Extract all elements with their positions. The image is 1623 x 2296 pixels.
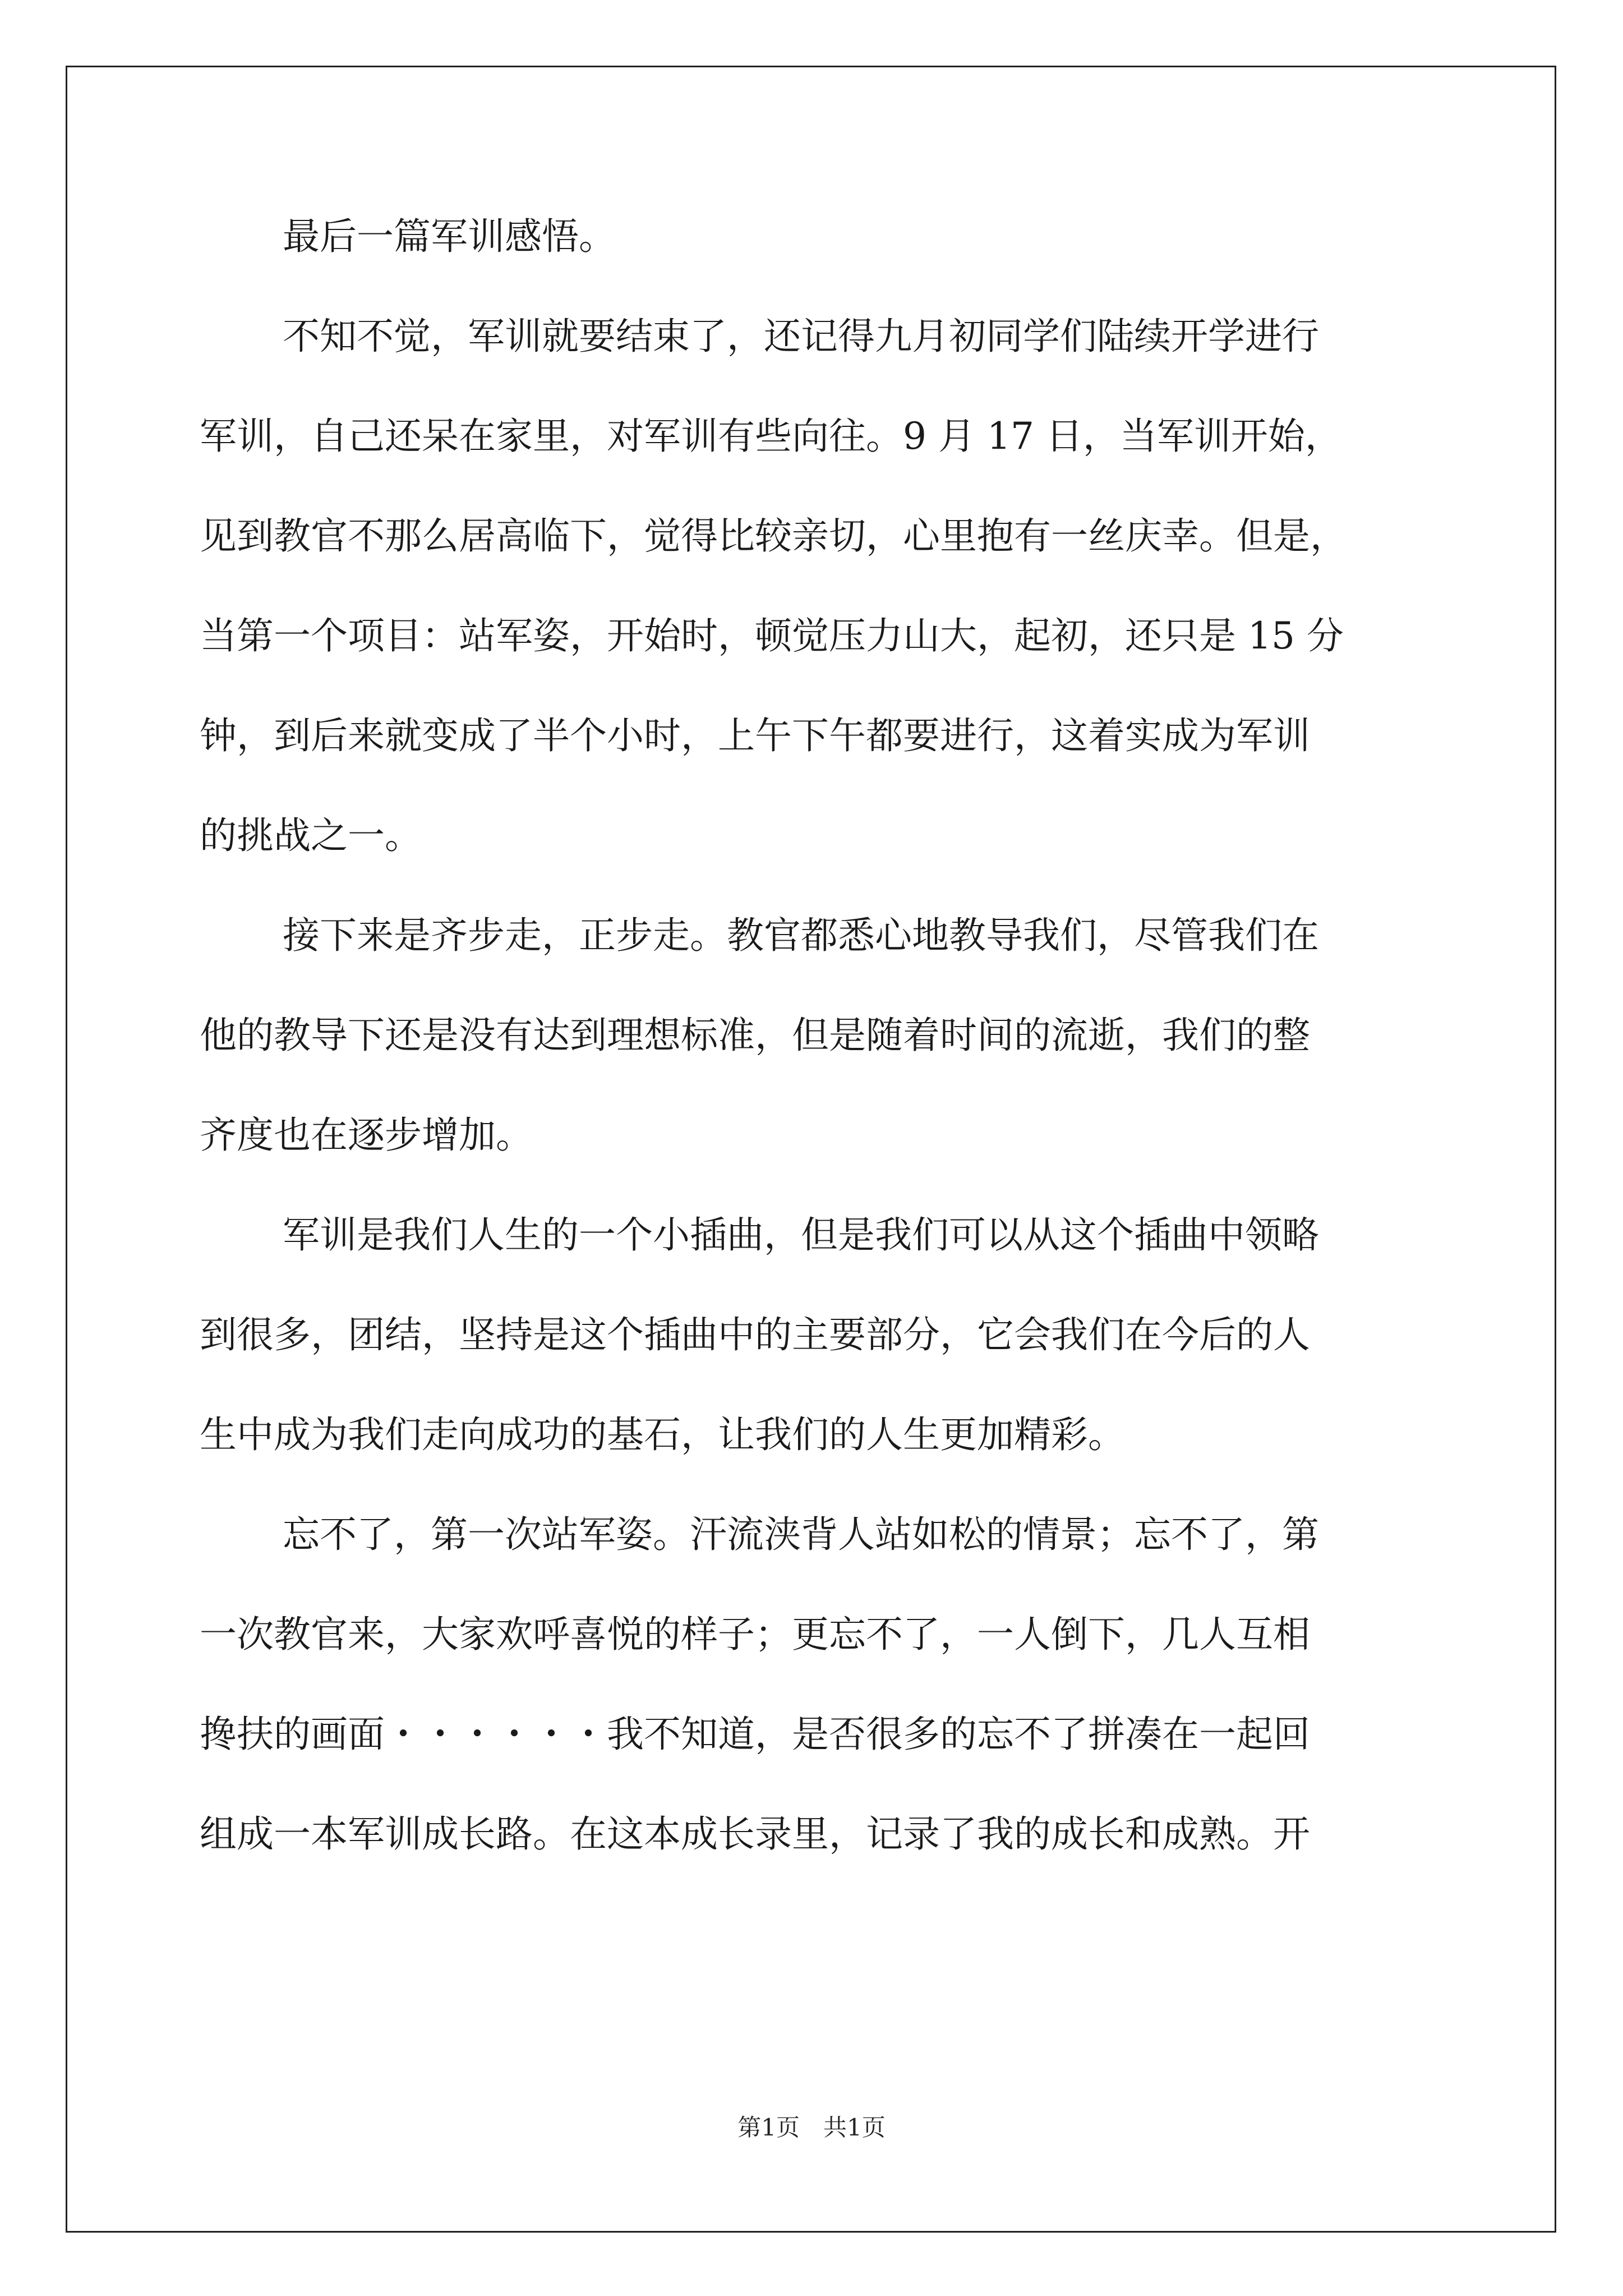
paragraph-2-line-4: 当第一个项目：站军姿，开始时，顿觉压力山大，起初，还只是 15 分 — [200, 614, 1344, 657]
paragraph-2-line-2: 军训，自己还呆在家里，对军训有些向往。9 月 17 日，当军训开始， — [200, 415, 1342, 458]
paragraph-5-line-4: 组成一本军训成长路。在这本成长录里，记录了我的成长和成熟。开 — [200, 1812, 1310, 1856]
page-number: 第1页 共1页 — [737, 2114, 886, 2141]
paragraph-3-line-3: 齐度也在逐步增加。 — [200, 1114, 533, 1157]
paragraph-2-line-6: 的挑战之一。 — [200, 814, 422, 857]
paragraph-2-line-5: 钟，到后来就变成了半个小时，上午下午都要进行，这着实成为军训 — [200, 714, 1310, 757]
paragraph-5-line-2: 一次教官来，大家欢呼喜悦的样子；更忘不了，一人倒下，几人互相 — [200, 1613, 1310, 1656]
paragraph-4-line-2: 到很多，团结，坚持是这个插曲中的主要部分，它会我们在今后的人 — [200, 1313, 1310, 1356]
paragraph-2-line-3: 见到教官不那么居高临下，觉得比较亲切，心里抱有一丝庆幸。但是， — [200, 514, 1347, 558]
paragraph-4-line-3: 生中成为我们走向成功的基石，让我们的人生更加精彩。 — [200, 1413, 1125, 1456]
paragraph-3-line-1: 接下来是齐步走，正步走。教官都悉心地教导我们，尽管我们在 — [283, 914, 1319, 957]
paragraph-5-line-3: 搀扶的画面・・・・・・我不知道，是否很多的忘不了拼凑在一起回 — [200, 1713, 1310, 1756]
paragraph-2-line-1: 不知不觉，军训就要结束了，还记得九月初同学们陆续开学进行 — [283, 315, 1319, 358]
paragraph-3-line-2: 他的教导下还是没有达到理想标准，但是随着时间的流逝，我们的整 — [200, 1014, 1310, 1057]
paragraph-4-line-1: 军训是我们人生的一个小插曲，但是我们可以从这个插曲中领略 — [283, 1213, 1319, 1257]
paragraph-1-line-1: 最后一篇军训感悟。 — [283, 215, 616, 258]
paragraph-5-line-1: 忘不了，第一次站军姿。汗流浃背人站如松的情景；忘不了，第 — [283, 1513, 1319, 1556]
